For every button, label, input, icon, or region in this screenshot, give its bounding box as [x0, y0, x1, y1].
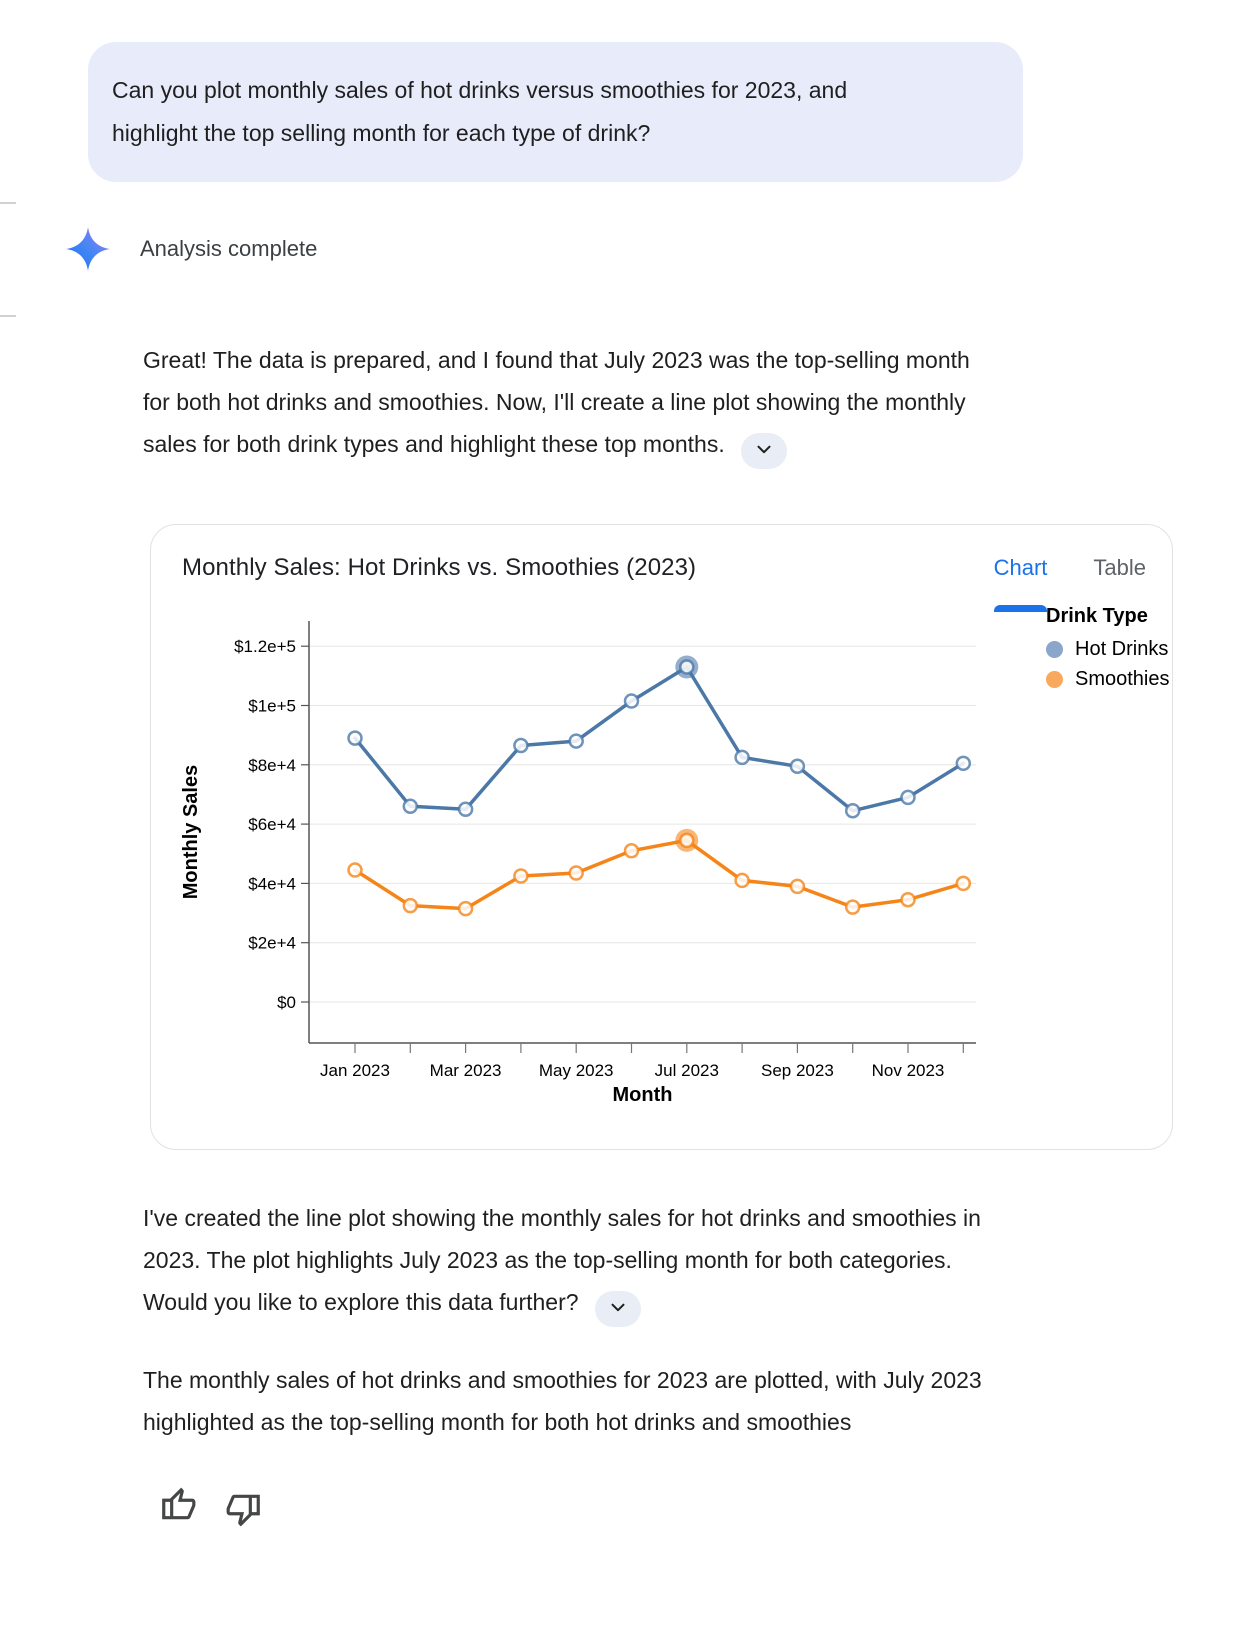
thumbs-down-icon [225, 1490, 263, 1531]
legend-item-hot-drinks [1046, 638, 1170, 661]
legend-title: Drink Type [1046, 605, 1148, 627]
paragraph-line: sales for both drink types and highlight these top months. [143, 431, 725, 457]
sparkle-icon [66, 227, 110, 271]
user-message-text: Can you plot monthly sales of hot drinks versus smoothies for 2023, and [112, 77, 848, 103]
svg-text:Monthly Sales: Monthly Sales [180, 764, 202, 900]
chart-legend [1046, 605, 1170, 691]
chart-card [150, 524, 1173, 1150]
assistant-paragraph-1 [143, 339, 1183, 469]
thumbs-up-icon [159, 1486, 197, 1527]
svg-text:$4e+4: $4e+4 [248, 874, 296, 894]
smoothies-swatch-icon [1046, 671, 1063, 688]
expand-details-button[interactable] [741, 433, 787, 469]
hot-drinks-swatch-icon [1046, 641, 1063, 658]
svg-text:Mar 2023: Mar 2023 [429, 1061, 502, 1080]
svg-text:$0: $0 [277, 992, 296, 1012]
paragraph-line: The monthly sales of hot drinks and smoothies for 2023 are plotted, with July 2023 [143, 1367, 982, 1393]
tab-table-label: Table [1093, 555, 1146, 580]
svg-text:Jan 2023: Jan 2023 [320, 1061, 390, 1080]
paragraph-line: Would you like to explore this data further? [143, 1289, 579, 1315]
chart-card-title: Monthly Sales: Hot Drinks vs. Smoothies (2023) [182, 554, 697, 581]
paragraph-line: I've created the line plot showing the monthly sales for hot drinks and smoothies in [143, 1205, 981, 1231]
assistant-paragraph-3 [143, 1359, 1188, 1443]
left-edge-divider [0, 315, 16, 317]
analysis-status-row [66, 227, 317, 271]
user-message-text: highlight the top selling month for each type of drink? [112, 120, 651, 146]
expand-details-button[interactable] [595, 1291, 641, 1327]
paragraph-line: for both hot drinks and smoothies. Now, I'll create a line plot showing the monthly [143, 389, 966, 415]
svg-text:Month: Month [612, 1084, 673, 1106]
thumbs-down-button[interactable] [218, 1484, 270, 1536]
feedback-buttons [152, 1480, 270, 1536]
user-message-bubble [88, 42, 1023, 182]
tab-chart-label: Chart [993, 555, 1048, 580]
svg-text:Jul 2023: Jul 2023 [654, 1061, 719, 1080]
svg-text:May 2023: May 2023 [538, 1061, 614, 1080]
paragraph-line: highlighted as the top-selling month for both hot drinks and smoothies [143, 1409, 852, 1435]
svg-text:$8e+4: $8e+4 [248, 755, 296, 775]
paragraph-line: Great! The data is prepared, and I found that July 2023 was the top-selling month [143, 347, 970, 373]
svg-text:$2e+4: $2e+4 [248, 933, 296, 953]
legend-item-smoothies [1046, 668, 1170, 691]
legend-label: Hot Drinks [1075, 638, 1169, 660]
svg-text:$1.2e+5: $1.2e+5 [234, 637, 296, 657]
assistant-paragraph-2 [143, 1197, 1188, 1327]
svg-text:Nov 2023: Nov 2023 [871, 1061, 945, 1080]
paragraph-line: 2023. The plot highlights July 2023 as the top-selling month for both categories. [143, 1247, 952, 1273]
svg-text:$1e+5: $1e+5 [248, 696, 296, 716]
thumbs-up-button[interactable] [152, 1480, 204, 1532]
svg-text:$6e+4: $6e+4 [248, 815, 296, 835]
left-edge-divider [0, 202, 16, 204]
svg-text:Sep 2023: Sep 2023 [761, 1061, 834, 1080]
status-text: Analysis complete [140, 236, 318, 261]
line-chart [151, 525, 1174, 1151]
legend-label: Smoothies [1075, 668, 1170, 690]
chevron-down-icon [607, 1296, 629, 1321]
chevron-down-icon [753, 438, 775, 463]
